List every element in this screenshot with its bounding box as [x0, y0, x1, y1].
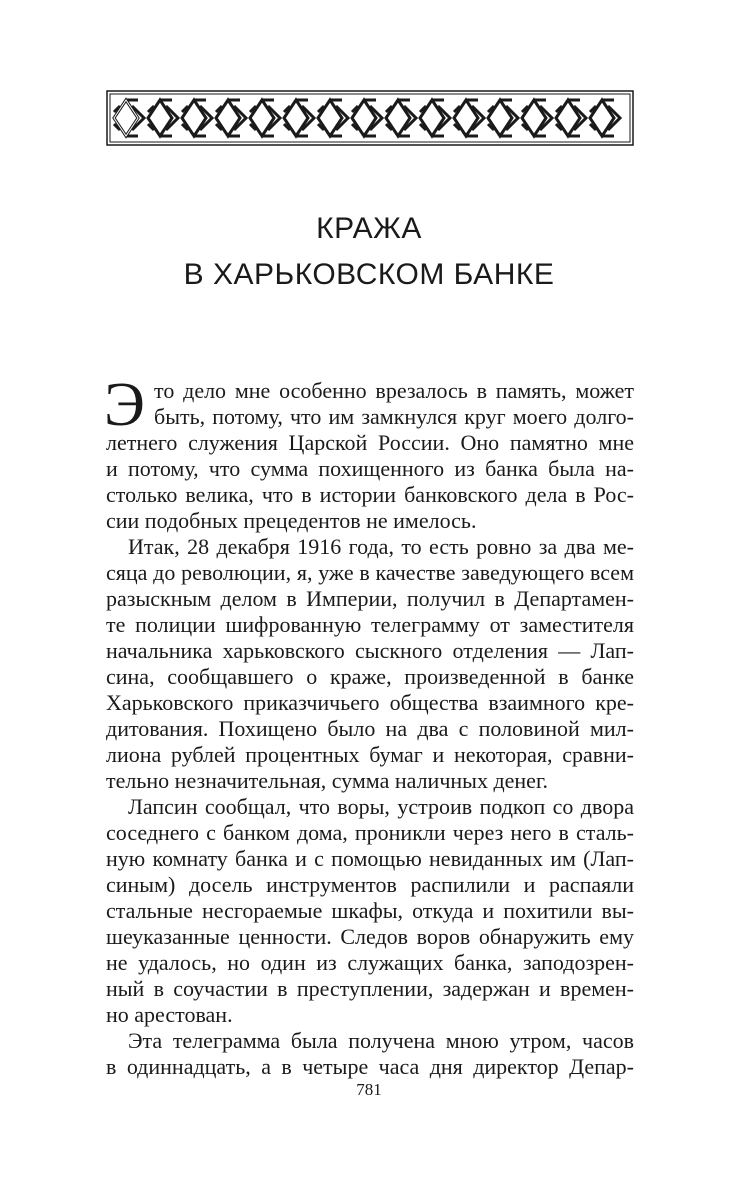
text-line: начальника харьковского сыскного отделения — Лап-: [106, 638, 634, 663]
text-line: но арестован.: [106, 1002, 233, 1027]
text-line: сяца до революции, я, уже в качестве заведующего всем: [106, 560, 634, 585]
text-line: синым) досель инструментов распилили и распаяли: [106, 872, 634, 897]
text-line: те полиции шифрованную телеграмму от заместителя: [106, 612, 634, 637]
text-line: ную комнату банка и с помощью невиданных им (Лап-: [106, 846, 634, 871]
text-line: дитования. Похищено было на два с половиной мил-: [106, 716, 634, 741]
text-line: в одиннадцать, а в четыре часа дня директор Депар-: [106, 1054, 634, 1079]
text-line: лиона рублей процентных бумаг и некоторая, сравни-: [106, 742, 634, 767]
chapter-title: [0, 206, 738, 298]
text-line: сина, сообщавшего о краже, произведенной в банке: [106, 664, 634, 689]
text-line: быть, потому, что им замкнулся круг моего долго-: [154, 404, 634, 429]
chapter-title-line-2: В ХАРЬКОВСКОМ БАНКЕ: [183, 258, 555, 291]
text-line: разыскным делом в Империи, получил в Департамен-: [106, 586, 634, 611]
text-line: Эта телеграмма была получена мною утром, часов: [128, 1028, 634, 1053]
text-line: и потому, что сумма похищенного из банка была на-: [106, 456, 634, 481]
text-line: стальные несгораемые шкафы, откуда и похитили вы-: [106, 898, 634, 923]
text-line: тельно незначительная, сумма наличных денег.: [106, 768, 548, 793]
page-number: 781: [356, 1080, 382, 1099]
body-text: [104, 371, 634, 1080]
drop-cap: Э: [104, 371, 145, 439]
text-line: не удалось, но один из служащих банка, заподозрен-: [106, 950, 634, 975]
text-line: Лапсин сообщал, что воры, устроив подкоп со двора: [128, 794, 634, 819]
text-line: летнего служения Царской России. Оно памятно мне: [106, 430, 634, 455]
chapter-title-line-1: КРАЖА: [316, 212, 422, 245]
text-line: столько велика, что в истории банковского дела в Рос-: [106, 482, 634, 507]
text-line: ный в соучастии в преступлении, задержан и времен-: [106, 976, 634, 1001]
text-line: Итак, 28 декабря 1916 года, то есть ровно за два ме-: [128, 534, 634, 559]
text-line: то дело мне особенно врезалось в память, может: [154, 378, 634, 403]
celtic-knot-border-icon: [106, 90, 634, 146]
text-line: шеуказанные ценности. Следов воров обнаружить ему: [106, 924, 634, 949]
text-line: соседнего с банком дома, проникли через него в сталь-: [106, 820, 634, 845]
text-line: сии подобных прецедентов не имелось.: [106, 508, 477, 533]
text-line: Харьковского приказчичьего общества взаимного кре-: [106, 690, 634, 715]
